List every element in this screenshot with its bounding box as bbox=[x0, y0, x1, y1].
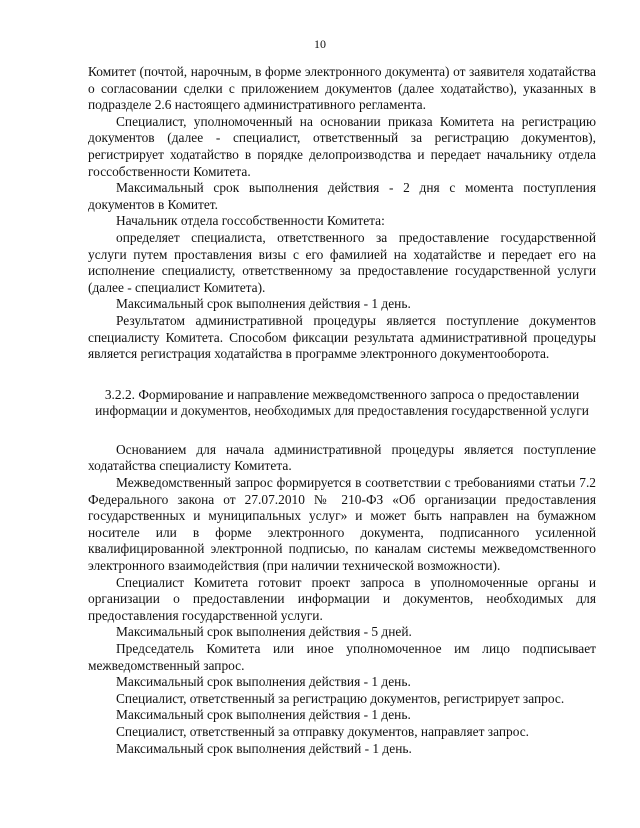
paragraph: Максимальный срок выполнения действия - 2 дня с момента поступления документов в Комитет. bbox=[88, 180, 596, 212]
paragraph: Максимальный срок выполнения действия - 1 день. bbox=[116, 296, 411, 312]
paragraph: Специалист Комитета готовит проект запроса в уполномоченные органы и организации о предоставлении информации и документов, необходимых для предоставления государственной услуги. bbox=[88, 574, 596, 623]
paragraph: Комитет (почтой, нарочным, в форме электронного документа) от заявителя ходатайства о согласовании сделки с приложением документов (далее ходатайство), указанных в подразделе 2.6 настоящего административного регламента. bbox=[88, 64, 596, 113]
paragraph: Начальник отдела госсобственности Комитета: bbox=[116, 213, 385, 229]
paragraph: Максимальный срок выполнения действия - 1 день. bbox=[116, 674, 411, 690]
document-body bbox=[88, 64, 596, 757]
paragraph: Специалист, ответственный за регистрацию документов, регистрирует запрос. bbox=[116, 690, 565, 706]
paragraph: Основанием для начала административной процедуры является поступление ходатайства специалисту Комитета. bbox=[88, 441, 596, 474]
paragraph: Максимальный срок выполнения действия - 5 дней. bbox=[116, 624, 412, 640]
page-number: 10 bbox=[314, 37, 326, 51]
paragraph: Специалист, уполномоченный на основании приказа Комитета на регистрацию документов (далее - специалист, ответственный за регистрацию документов), регистрирует ходатайство в порядке делопроизводства и передает начальнику отдела госсобственности Комитета. bbox=[88, 113, 596, 179]
paragraph: Специалист, ответственный за отправку документов, направляет запрос. bbox=[116, 723, 530, 739]
paragraph: Максимальный срок выполнения действия - 1 день. bbox=[116, 707, 411, 723]
paragraph: Межведомственный запрос формируется в соответствии с требованиями статьи 7.2 Федерального закона от 27.07.2010 № 210-ФЗ «Об организации предоставления государственных и муниципальных услуг» и может быть направлен на бумажном носителе или в форме электронного документа, подписанного усиленной квалифицированной электронной подписью, по каналам системы межведомственного электронного взаимодействия (при наличии технической возможности). bbox=[88, 475, 596, 574]
paragraph: определяет специалиста, ответственного за предоставление государственной услуги путем проставления визы с его фамилией на ходатайстве и передает его на исполнение специалисту, ответственному за предоставление государственной услуги (далее - специалист Комитета). bbox=[88, 229, 596, 295]
paragraph: Максимальный срок выполнения действий - 1 день. bbox=[116, 740, 412, 756]
paragraphs-after-heading bbox=[88, 442, 596, 757]
paragraphs-before-heading bbox=[88, 64, 596, 363]
paragraph: Результатом административной процедуры является поступление документов специалисту Комитета. Способом фиксации результата административной процедуры является регистрация ходатайства в программе электронного документооборота. bbox=[88, 312, 596, 362]
section-heading: 3.2.2. Формирование и направление межведомственного запроса о предоставлении информации и документов, необходимых для предоставления государственной услуги bbox=[95, 386, 589, 419]
paragraph: Председатель Комитета или иное уполномоченное им лицо подписывает межведомственный запрос. bbox=[88, 641, 596, 673]
